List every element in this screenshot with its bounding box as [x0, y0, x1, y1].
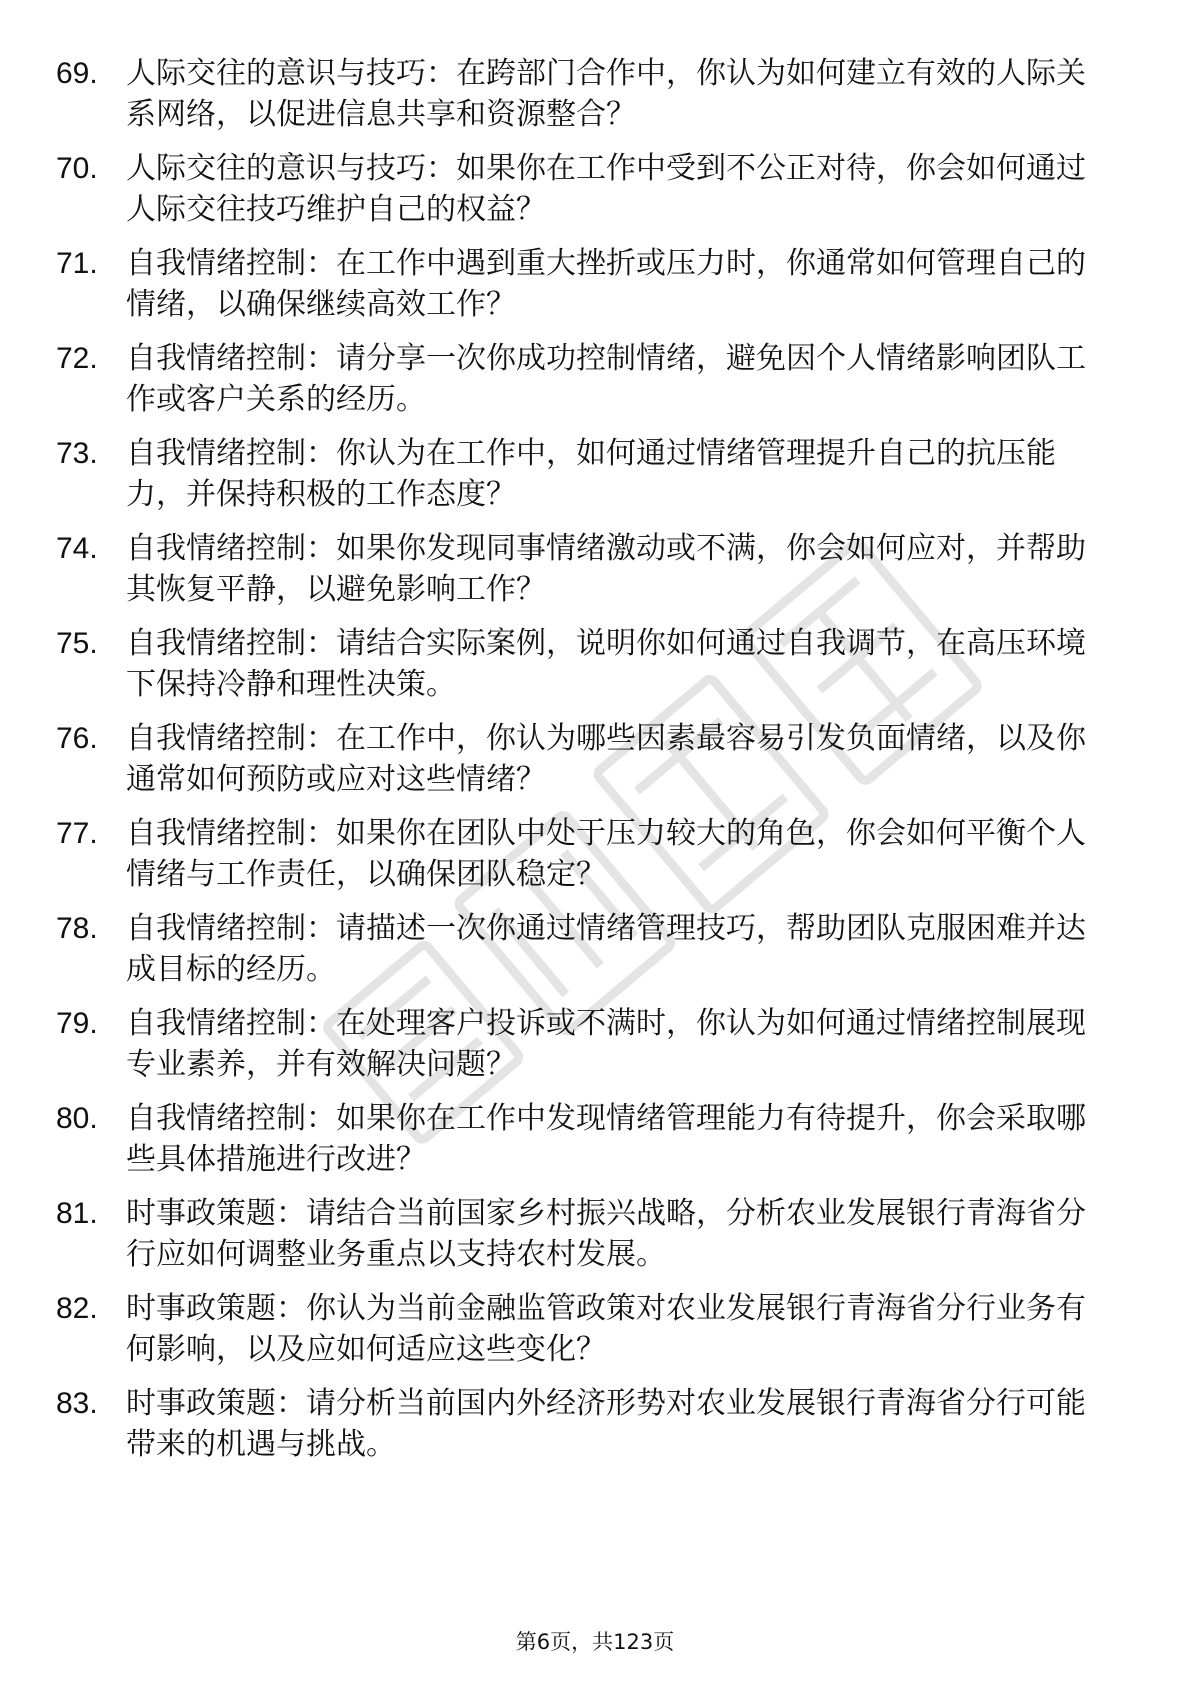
list-item	[56, 1003, 1116, 1085]
question-number: 78.	[56, 912, 98, 945]
question-number: 83.	[56, 1387, 98, 1420]
list-item	[56, 148, 1116, 230]
question-number: 74.	[56, 532, 98, 565]
question-number: 76.	[56, 722, 98, 755]
list-item	[56, 1383, 1116, 1465]
question-text: 自我情绪控制：请描述一次你通过情绪管理技巧，帮助团队克服困难并达成目标的经历。	[126, 911, 1086, 987]
question-number: 82.	[56, 1292, 98, 1325]
question-text: 自我情绪控制：如果你在团队中处于压力较大的角色，你会如何平衡个人情绪与工作责任，以确保团队稳定？	[126, 816, 1086, 892]
question-number: 77.	[56, 817, 98, 850]
list-item	[56, 718, 1116, 800]
list-item	[56, 528, 1116, 610]
list-item	[56, 338, 1116, 420]
question-number: 73.	[56, 437, 98, 470]
page-number-footer: 第6页，共123页	[515, 1630, 675, 1654]
question-list	[56, 53, 1116, 1478]
question-text: 时事政策题：请结合当前国家乡村振兴战略，分析农业发展银行青海省分行应如何调整业务重点以支持农村发展。	[126, 1196, 1086, 1272]
list-item	[56, 908, 1116, 990]
list-item	[56, 1193, 1116, 1275]
question-text: 自我情绪控制：如果你在工作中发现情绪管理能力有待提升，你会采取哪些具体措施进行改进？	[126, 1101, 1086, 1177]
question-text: 时事政策题：请分析当前国内外经济形势对农业发展银行青海省分行可能带来的机遇与挑战。	[126, 1386, 1086, 1462]
question-number: 72.	[56, 342, 98, 375]
list-item	[56, 243, 1116, 325]
question-number: 71.	[56, 247, 98, 280]
question-number: 70.	[56, 152, 98, 185]
question-number: 69.	[56, 57, 98, 90]
list-item	[56, 53, 1116, 135]
list-item	[56, 1098, 1116, 1180]
question-text: 自我情绪控制：请结合实际案例，说明你如何通过自我调节，在高压环境下保持冷静和理性决策。	[126, 626, 1086, 702]
question-text: 人际交往的意识与技巧：在跨部门合作中，你认为如何建立有效的人际关系网络，以促进信息共享和资源整合？	[126, 56, 1086, 132]
question-text: 时事政策题：你认为当前金融监管政策对农业发展银行青海省分行业务有何影响，以及应如何适应这些变化？	[126, 1291, 1086, 1367]
question-number: 80.	[56, 1102, 98, 1135]
question-number: 75.	[56, 627, 98, 660]
question-text: 自我情绪控制：在处理客户投诉或不满时，你认为如何通过情绪控制展现专业素养，并有效解决问题？	[126, 1006, 1086, 1082]
list-item	[56, 813, 1116, 895]
question-text: 自我情绪控制：如果你发现同事情绪激动或不满，你会如何应对，并帮助其恢复平静，以避免影响工作？	[126, 531, 1086, 607]
question-number: 79.	[56, 1007, 98, 1040]
question-text: 自我情绪控制：在工作中，你认为哪些因素最容易引发负面情绪，以及你通常如何预防或应对这些情绪？	[126, 721, 1086, 797]
question-text: 自我情绪控制：在工作中遇到重大挫折或压力时，你通常如何管理自己的情绪，以确保继续高效工作？	[126, 246, 1086, 322]
question-number: 81.	[56, 1197, 98, 1230]
question-text: 自我情绪控制：你认为在工作中，如何通过情绪管理提升自己的抗压能力，并保持积极的工作态度？	[126, 436, 1056, 512]
list-item	[56, 1288, 1116, 1370]
list-item	[56, 623, 1116, 705]
question-text: 自我情绪控制：请分享一次你成功控制情绪，避免因个人情绪影响团队工作或客户关系的经历。	[126, 341, 1086, 417]
question-text: 人际交往的意识与技巧：如果你在工作中受到不公正对待，你会如何通过人际交往技巧维护自己的权益？	[126, 151, 1086, 227]
list-item	[56, 433, 1116, 515]
